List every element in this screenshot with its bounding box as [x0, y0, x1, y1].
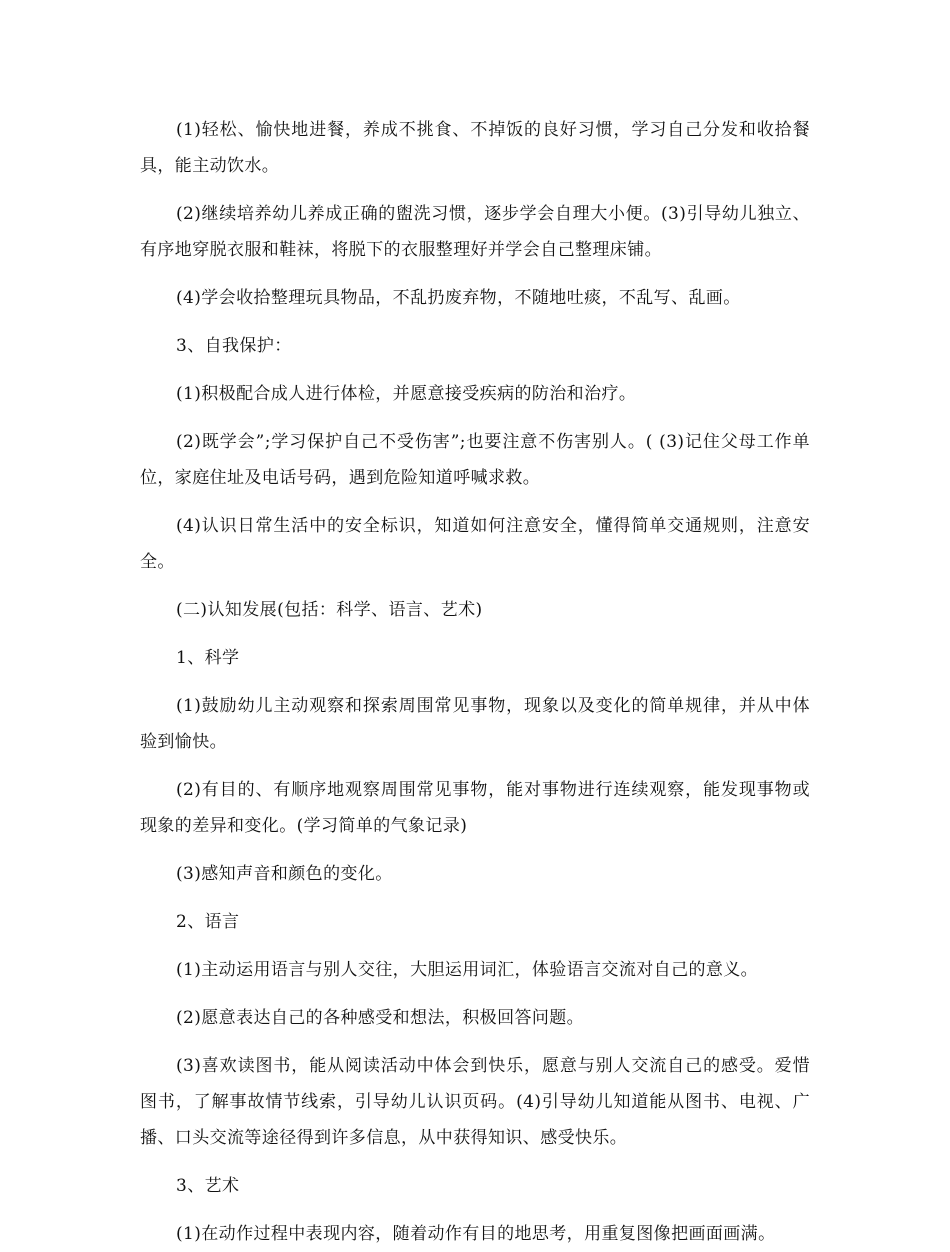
paragraph-health-check: (1)积极配合成人进行体检，并愿意接受疾病的防治和治疗。	[176, 384, 637, 404]
paragraph-art-drawing: (1)在动作过程中表现内容，随着动作有目的地思考，用重复图像把画面画满。	[176, 1224, 776, 1244]
paragraph-science-order: (2)有目的、有顺序地观察周围常见事物，能对事物进行连续观察，能发现事物或现象的差异和变化。(学习简单的气象记录)	[140, 780, 810, 836]
section-heading-self-protection: 3、自我保护：	[176, 336, 292, 356]
section-heading-science: 1、科学	[176, 648, 240, 668]
section-heading-language: 2、语言	[176, 912, 240, 932]
paragraph-safety-signs: (4)认识日常生活中的安全标识，知道如何注意安全，懂得简单交通规则，注意安全。	[140, 516, 810, 572]
paragraph-science-sound-color: (3)感知声音和颜色的变化。	[176, 864, 393, 884]
paragraph-language-reading: (3)喜欢读图书，能从阅读活动中体会到快乐，愿意与别人交流自己的感受。爱惜图书，了解事故情节线索，引导幼儿认识页码。(4)引导幼儿知道能从图书、电视、广播、口头交流等途径得到许多信息，从中获得知识、感受快乐。	[140, 1056, 810, 1148]
paragraph-washing-habits: (2)继续培养幼儿养成正确的盥洗习惯，逐步学会自理大小便。(3)引导幼儿独立、有序地穿脱衣服和鞋袜，将脱下的衣服整理好并学会自己整理床铺。	[140, 204, 810, 260]
paragraph-science-observe: (1)鼓励幼儿主动观察和探索周围常见事物，现象以及变化的简单规律，并从中体验到愉快。	[140, 696, 810, 752]
section-heading-art: 3、艺术	[176, 1176, 240, 1196]
paragraph-eating-habits: (1)轻松、愉快地进餐，养成不挑食、不掉饭的良好习惯，学习自己分发和收拾餐具，能主动饮水。	[140, 120, 810, 176]
paragraph-language-communication: (1)主动运用语言与别人交往，大胆运用词汇，体验语言交流对自己的意义。	[176, 960, 759, 980]
paragraph-language-expression: (2)愿意表达自己的各种感受和想法，积极回答问题。	[176, 1008, 585, 1028]
section-heading-cognitive-development: (二)认知发展(包括：科学、语言、艺术)	[176, 600, 483, 620]
paragraph-self-protection: (2)既学会”;学习保护自己不受伤害”;也要注意不伤害别人。( (3)记住父母工作单位，家庭住址及电话号码，遇到危险知道呼喊求救。	[140, 432, 810, 488]
paragraph-tidy-toys: (4)学会收拾整理玩具物品，不乱扔废弃物，不随地吐痰，不乱写、乱画。	[176, 288, 741, 308]
